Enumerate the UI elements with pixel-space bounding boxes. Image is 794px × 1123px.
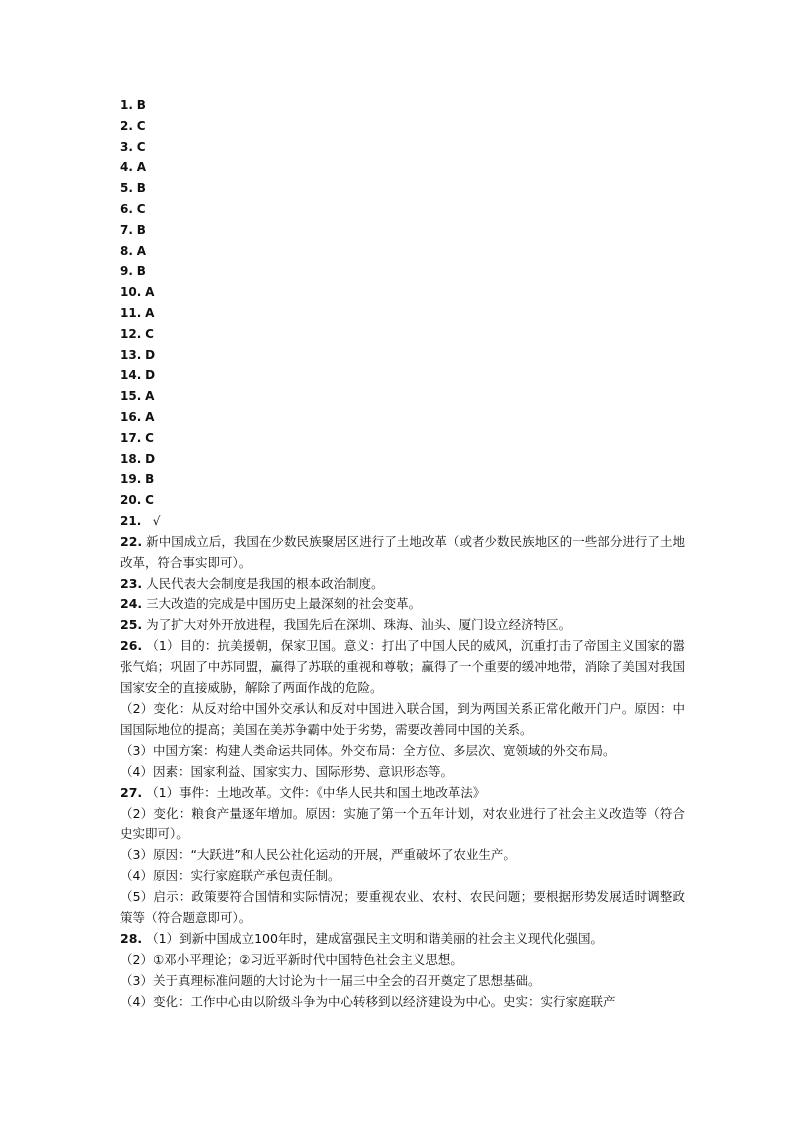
- answer-item: [120, 469, 685, 490]
- answer-value: D: [145, 368, 156, 383]
- answer-paragraph: [120, 532, 685, 574]
- answer-text: 新中国成立后，我国在少数民族聚居区进行了土地改革（或者少数民族地区的一些部分进行了土地改革，符合事实即可）。: [120, 533, 685, 570]
- answer-text: （1）事件：土地改革。文件：《中华人民共和国土地改革法》: [146, 784, 486, 800]
- question-number: 22.: [120, 533, 143, 549]
- answer-value: C: [145, 430, 154, 445]
- answer-paragraph: [120, 929, 685, 950]
- answer-number: 1.: [120, 98, 133, 112]
- answer-item: [120, 95, 685, 116]
- choice-answers-list: [120, 95, 685, 532]
- answer-value: A: [145, 285, 155, 300]
- answer-text: （4）因素：国家利益、国家实力、国际形势、意识形态等。: [120, 763, 453, 779]
- answer-number: 5.: [120, 181, 133, 196]
- answer-item: [120, 282, 685, 303]
- answer-value: A: [136, 243, 147, 258]
- answer-item: [120, 241, 685, 262]
- answer-key-page: [120, 95, 685, 1013]
- answer-value: B: [136, 264, 146, 279]
- answer-value: B: [136, 222, 146, 237]
- answer-value: B: [136, 98, 146, 112]
- answer-text: （4）原因：实行家庭联产承包责任制。: [120, 868, 341, 884]
- answer-value: A: [145, 305, 155, 320]
- answer-value: A: [145, 389, 155, 404]
- answer-item: [120, 116, 685, 137]
- answer-subparagraph: [120, 762, 685, 783]
- answer-paragraph: [120, 615, 685, 636]
- answer-number: 2.: [120, 118, 133, 133]
- answer-value: C: [136, 118, 146, 133]
- answer-number: 17.: [120, 430, 142, 445]
- answer-number: 14.: [120, 368, 142, 383]
- answer-subparagraph: [120, 887, 685, 929]
- answer-subparagraph: [120, 741, 685, 762]
- answer-paragraph: [120, 594, 685, 615]
- answer-item: [120, 365, 685, 386]
- answer-number: 3.: [120, 139, 133, 154]
- essay-answers: [120, 532, 685, 1013]
- answer-text: （3）中国方案：构建人类命运共同体。外交布局：全方位、多层次、宽领域的外交布局。: [120, 742, 616, 758]
- answer-paragraph: [120, 574, 685, 595]
- answer-item: [120, 178, 685, 199]
- question-number: 27.: [120, 784, 143, 800]
- answer-value: C: [136, 201, 146, 216]
- answer-subparagraph: [120, 971, 685, 992]
- question-number: 23.: [120, 575, 143, 591]
- answer-subparagraph: [120, 866, 685, 887]
- answer-value: D: [145, 451, 156, 466]
- answer-item: [120, 490, 685, 511]
- answer-item: [120, 261, 685, 282]
- answer-item: [120, 303, 685, 324]
- answer-value: B: [145, 472, 155, 487]
- answer-text: （4）变化：工作中心由以阶级斗争为中心转移到以经济建设为中心。史实：实行家庭联产: [120, 993, 616, 1009]
- answer-value: D: [145, 347, 156, 362]
- answer-subparagraph: [120, 804, 685, 846]
- answer-number: 6.: [120, 201, 133, 216]
- answer-number: 21.: [120, 513, 142, 528]
- answer-number: 16.: [120, 409, 142, 424]
- answer-number: 18.: [120, 451, 142, 466]
- answer-item: [120, 386, 685, 407]
- answer-item: [120, 157, 685, 178]
- answer-paragraph: [120, 783, 685, 804]
- answer-text: （2）①邓小平理论；②习近平新时代中国特色社会主义思想。: [120, 951, 463, 967]
- answer-value: C: [145, 493, 154, 508]
- answer-paragraph: [120, 636, 685, 699]
- answer-number: 19.: [120, 472, 142, 487]
- answer-item: [120, 324, 685, 345]
- answer-text: 为了扩大对外开放进程，我国先后在深圳、珠海、汕头、厦门设立经济特区。: [146, 617, 572, 633]
- answer-number: 9.: [120, 264, 133, 279]
- answer-item: [120, 345, 685, 366]
- question-number: 26.: [120, 638, 143, 654]
- answer-number: 20.: [120, 493, 142, 508]
- answer-value: C: [145, 326, 154, 341]
- answer-text: （2）变化：粮食产量逐年增加。原因：实施了第一个五年计划，对农业进行了社会主义改造等（符合史实即可）。: [120, 805, 685, 842]
- answer-subparagraph: [120, 845, 685, 866]
- answer-item: [120, 199, 685, 220]
- answer-number: 12.: [120, 326, 142, 341]
- answer-item: [120, 428, 685, 449]
- answer-number: 13.: [120, 347, 142, 362]
- answer-subparagraph: [120, 992, 685, 1013]
- answer-text: 三大改造的完成是中国历史上最深刻的社会变革。: [146, 596, 422, 612]
- answer-number: 4.: [120, 160, 133, 175]
- question-number: 24.: [120, 596, 143, 612]
- answer-value: A: [136, 160, 147, 175]
- answer-subparagraph: [120, 950, 685, 971]
- answer-number: 10.: [120, 285, 142, 300]
- answer-text: （3）原因：“大跃进”和人民公社化运动的开展，严重破坏了农业生产。: [120, 847, 516, 863]
- answer-text: （5）启示：政策要符合国情和实际情况；要重视农业、农村、农民问题；要根据形势发展适时调整政策等（符合题意即可）。: [120, 889, 685, 926]
- answer-text: 人民代表大会制度是我国的根本政治制度。: [146, 575, 384, 591]
- answer-value: B: [136, 181, 146, 196]
- answer-subparagraph: [120, 699, 685, 741]
- answer-item: [120, 407, 685, 428]
- answer-item: [120, 220, 685, 241]
- answer-number: 15.: [120, 389, 142, 404]
- answer-text: （3）关于真理标准问题的大讨论为十一届三中全会的召开奠定了思想基础。: [120, 972, 541, 988]
- answer-number: 8.: [120, 243, 133, 258]
- answer-number: 7.: [120, 222, 133, 237]
- answer-text: （1）到新中国成立100年时，建成富强民主文明和谐美丽的社会主义现代化强国。: [146, 930, 603, 946]
- answer-number: 11.: [120, 305, 142, 320]
- answer-value: A: [145, 409, 155, 424]
- answer-text: （2）变化：从反对给中国外交承认和反对中国进入联合国，到为两国关系正常化敞开门户。原因：中国国际地位的提高；美国在美苏争霸中处于劣势，需要改善同中国的关系。: [120, 700, 685, 737]
- checkmark-answer: √: [152, 513, 161, 528]
- answer-item: [120, 449, 685, 470]
- answer-item: [120, 137, 685, 158]
- question-number: 25.: [120, 617, 143, 633]
- answer-item: [120, 511, 685, 532]
- question-number: 28.: [120, 930, 143, 946]
- answer-value: C: [136, 139, 146, 154]
- answer-text: （1）目的：抗美援朝，保家卫国。意义：打出了中国人民的威风，沉重打击了帝国主义国家的嚣张气焰；巩固了中苏同盟，赢得了苏联的重视和尊敬；赢得了一个重要的缓冲地带，消除了美国对我国国家安全的直接威胁，解除了两面作战的危险。: [120, 638, 685, 696]
